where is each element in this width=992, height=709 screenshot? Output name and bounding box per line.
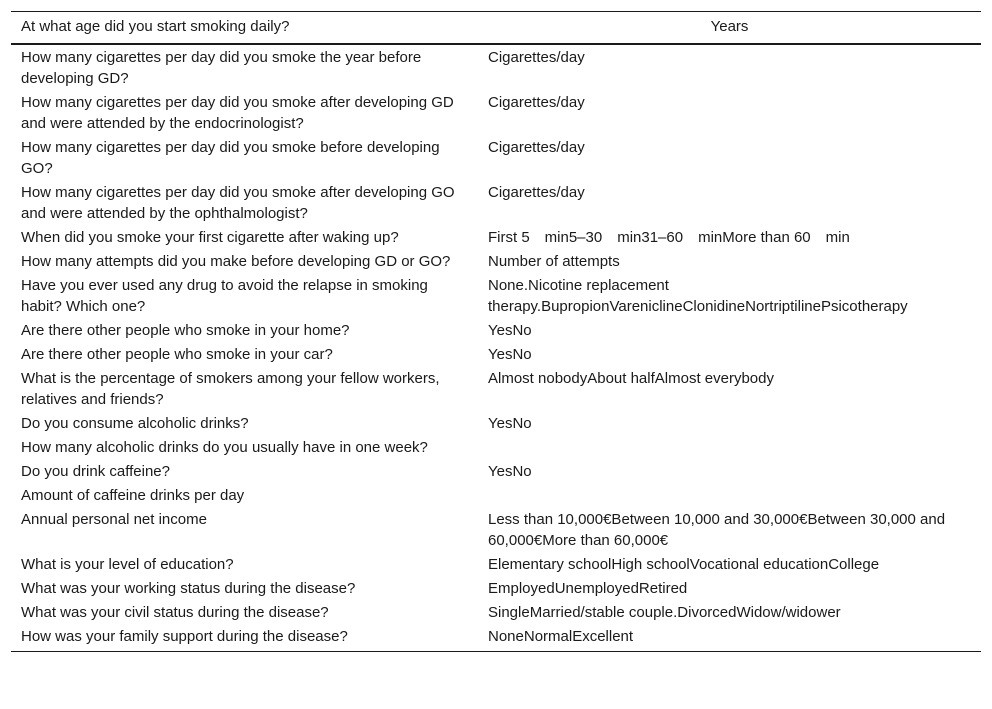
row-question: Do you consume alcoholic drinks?	[21, 415, 249, 432]
row-answer: YesNo	[488, 322, 532, 339]
row-question: Are there other people who smoke in your car?	[21, 346, 333, 363]
row-answer	[478, 484, 981, 508]
row-answer: Cigarettes/day	[488, 94, 585, 111]
row-answer: Elementary schoolHigh schoolVocational educationCollege	[488, 556, 880, 573]
header-question: At what age did you start smoking daily?	[11, 12, 478, 45]
row-answer: NoneNormalExcellent	[478, 625, 981, 652]
table-row	[11, 343, 981, 367]
row-question: Are there other people who smoke in your home?	[21, 322, 350, 339]
table-row	[11, 136, 981, 181]
questionnaire-table-container	[11, 11, 981, 652]
row-answer: YesNo	[488, 463, 532, 480]
row-question: What was your working status during the disease?	[21, 580, 356, 597]
table-row	[11, 367, 981, 412]
row-question: What is the percentage of smokers among your fellow workers, relatives and friends?	[21, 370, 440, 408]
table-row	[11, 601, 981, 625]
row-answer: First 5 min5–30 min31–60 minMore than 60 min	[488, 229, 850, 246]
row-question: What was your civil status during the disease?	[21, 604, 329, 621]
table-row	[11, 508, 981, 553]
table-row	[11, 577, 981, 601]
questionnaire-table	[11, 11, 981, 652]
row-answer: Number of attempts	[488, 253, 620, 270]
header-answer: Years	[478, 12, 981, 45]
row-answer: EmployedUnemployedRetired	[488, 580, 688, 597]
row-question: What is your level of education?	[21, 556, 234, 573]
table-row	[11, 319, 981, 343]
row-question: Do you drink caffeine?	[21, 463, 170, 480]
row-answer: Less than 10,000€Between 10,000 and 30,000€Between 30,000 and 60,000€More than 60,000€	[488, 511, 946, 549]
row-question: How many cigarettes per day did you smoke before developing GO?	[21, 139, 440, 177]
row-question: Amount of caffeine drinks per day	[21, 487, 245, 504]
row-answer: Cigarettes/day	[488, 184, 585, 201]
row-question: How many cigarettes per day did you smoke after developing GO and were attended by the ophthalmologist?	[21, 184, 455, 222]
row-question: How many attempts did you make before developing GD or GO?	[21, 253, 451, 270]
table-header	[11, 12, 981, 45]
row-question: When did you smoke your first cigarette after waking up?	[21, 229, 399, 246]
table-row	[11, 436, 981, 460]
row-answer: YesNo	[488, 346, 532, 363]
table-body	[11, 44, 981, 652]
header-row	[11, 12, 981, 45]
table-row	[11, 553, 981, 577]
row-answer: Cigarettes/day	[488, 139, 585, 156]
table-row	[11, 181, 981, 226]
row-answer	[478, 436, 981, 460]
table-row	[11, 484, 981, 508]
row-question: How many cigarettes per day did you smoke the year before developing GD?	[21, 49, 422, 87]
row-answer: SingleMarried/stable couple.DivorcedWidow/widower	[488, 604, 841, 621]
row-answer: Cigarettes/day	[488, 49, 585, 66]
table-row	[11, 274, 981, 319]
table-row	[11, 460, 981, 484]
table-row	[11, 625, 981, 652]
row-answer: None.Nicotine replacement therapy.BupropionVareniclineClonidineNortriptilinePsicotherapy	[488, 277, 908, 315]
row-question: How was your family support during the disease?	[11, 625, 478, 652]
row-answer: Almost nobodyAbout halfAlmost everybody	[488, 370, 774, 387]
row-answer: YesNo	[488, 415, 532, 432]
row-question: How many alcoholic drinks do you usually have in one week?	[21, 439, 428, 456]
table-row	[11, 250, 981, 274]
table-row	[11, 44, 981, 91]
row-question: How many cigarettes per day did you smoke after developing GD and were attended by the endocrinologist?	[21, 94, 454, 132]
row-question: Have you ever used any drug to avoid the relapse in smoking habit? Which one?	[21, 277, 428, 315]
table-row	[11, 412, 981, 436]
table-row	[11, 91, 981, 136]
row-question: Annual personal net income	[21, 511, 207, 528]
table-row	[11, 226, 981, 250]
